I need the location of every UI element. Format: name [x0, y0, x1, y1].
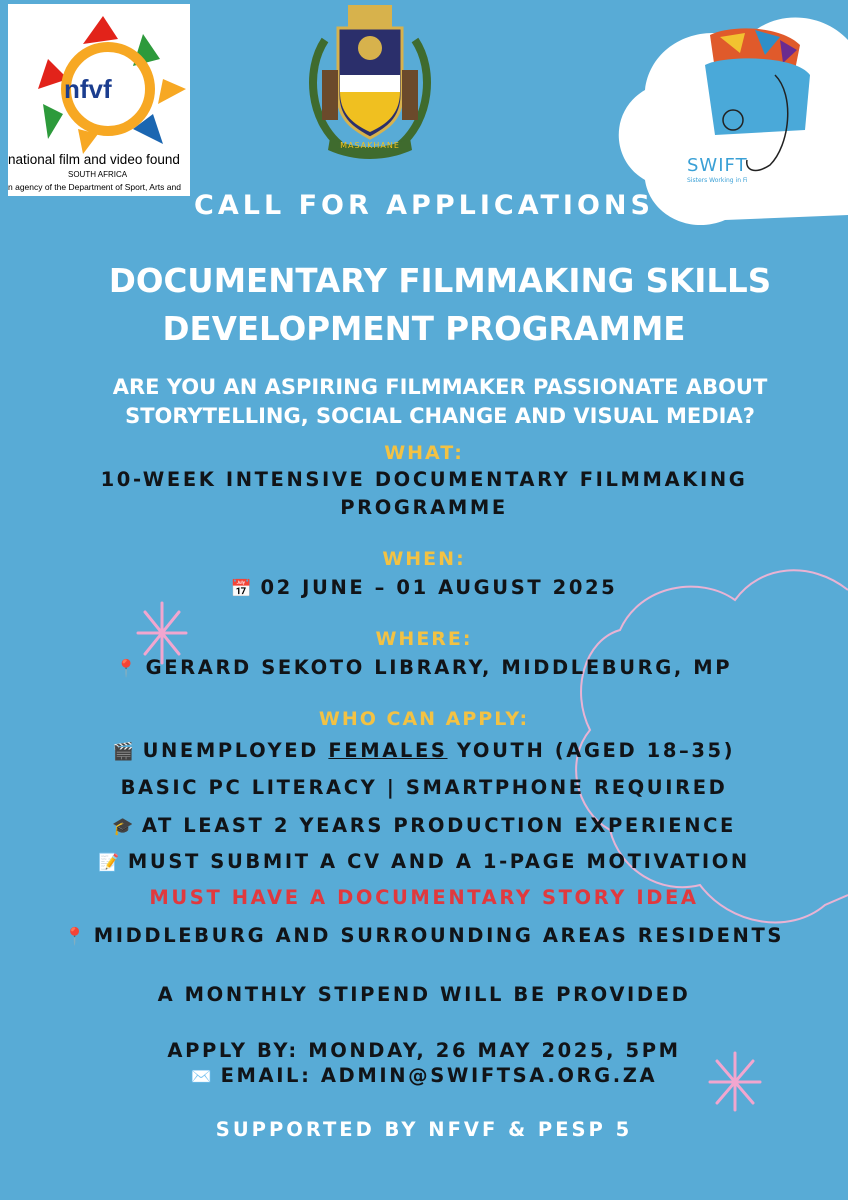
pin-icon: 📍 [115, 659, 140, 679]
where-line [0, 656, 848, 679]
apply-deadline: APPLY BY: MONDAY, 26 MAY 2025, 5PM [167, 1039, 681, 1062]
nfvf-name: national film and video found [8, 152, 180, 167]
supporters-footer: SUPPORTED BY NFVF & PESP 5 [215, 1118, 633, 1141]
nfvf-mark: nfvf [64, 74, 112, 104]
who-line3: 🎓 AT LEAST 2 YEARS PRODUCTION EXPERIENCE [112, 814, 736, 837]
what-line2: PROGRAMME [340, 496, 508, 519]
question-line1: ARE YOU AN ASPIRING FILMMAKER PASSIONATE ABOUT [112, 375, 768, 399]
swift-tagline: Sisters Working in Fi [687, 177, 748, 184]
question-line2: STORYTELLING, SOCIAL CHANGE AND VISUAL MEDIA? [125, 404, 755, 428]
who-label: WHO CAN APPLY: [318, 708, 530, 730]
apply-email-line [0, 1064, 848, 1087]
call-heading: CALL FOR APPLICATIONS [194, 190, 654, 221]
when-line [0, 576, 848, 599]
who-line6: 📍 MIDDLEBURG AND SURROUNDING AREAS RESIDENTS [63, 924, 784, 947]
what-label: WHAT: [384, 442, 464, 464]
nfvf-country: SOUTH AFRICA [68, 170, 128, 179]
who-line4: 📝 MUST SUBMIT A CV AND A 1-PAGE MOTIVATION [98, 850, 750, 873]
stipend-line: A MONTHLY STIPEND WILL BE PROVIDED [157, 983, 691, 1006]
municipal-crest [300, 0, 440, 165]
programme-title-line2: DEVELOPMENT PROGRAMME [162, 310, 686, 348]
when-label: WHEN: [382, 548, 466, 570]
where-label: WHERE: [375, 628, 473, 650]
who-line5: MUST HAVE A DOCUMENTARY STORY IDEA [149, 886, 699, 909]
pin-icon: 📍 [63, 927, 88, 947]
nfvf-logo [8, 4, 190, 196]
clapperboard-icon: 🎬 [112, 742, 137, 762]
calendar-icon: 📅 [230, 579, 255, 599]
who-line1: 🎬 UNEMPLOYED FEMALES YOUTH (AGED 18–35) [112, 739, 736, 762]
nfvf-tagline: n agency of the Department of Sport, Arts and [8, 182, 181, 192]
where-value: GERARD SEKOTO LIBRARY, MIDDLEBURG, MP [145, 656, 733, 679]
when-value: 02 JUNE – 01 AUGUST 2025 [260, 576, 618, 599]
memo-icon: 📝 [98, 853, 122, 873]
what-line1: 10-WEEK INTENSIVE DOCUMENTARY FILMMAKING [100, 468, 748, 491]
who-line2: BASIC PC LITERACY | SMARTPHONE REQUIRED [120, 776, 728, 799]
apply-email[interactable]: EMAIL: ADMIN@SWIFTSA.ORG.ZA [220, 1064, 658, 1087]
crest-motto: MASAKHANE [340, 141, 400, 150]
graduation-cap-icon: 🎓 [112, 817, 136, 837]
swift-name: SWIFT [687, 155, 748, 176]
programme-title-line1: DOCUMENTARY FILMMAKING SKILLS [108, 262, 772, 300]
swift-logo [685, 25, 825, 195]
females-emphasis: FEMALES [328, 739, 448, 762]
envelope-icon: ✉️ [190, 1067, 215, 1087]
